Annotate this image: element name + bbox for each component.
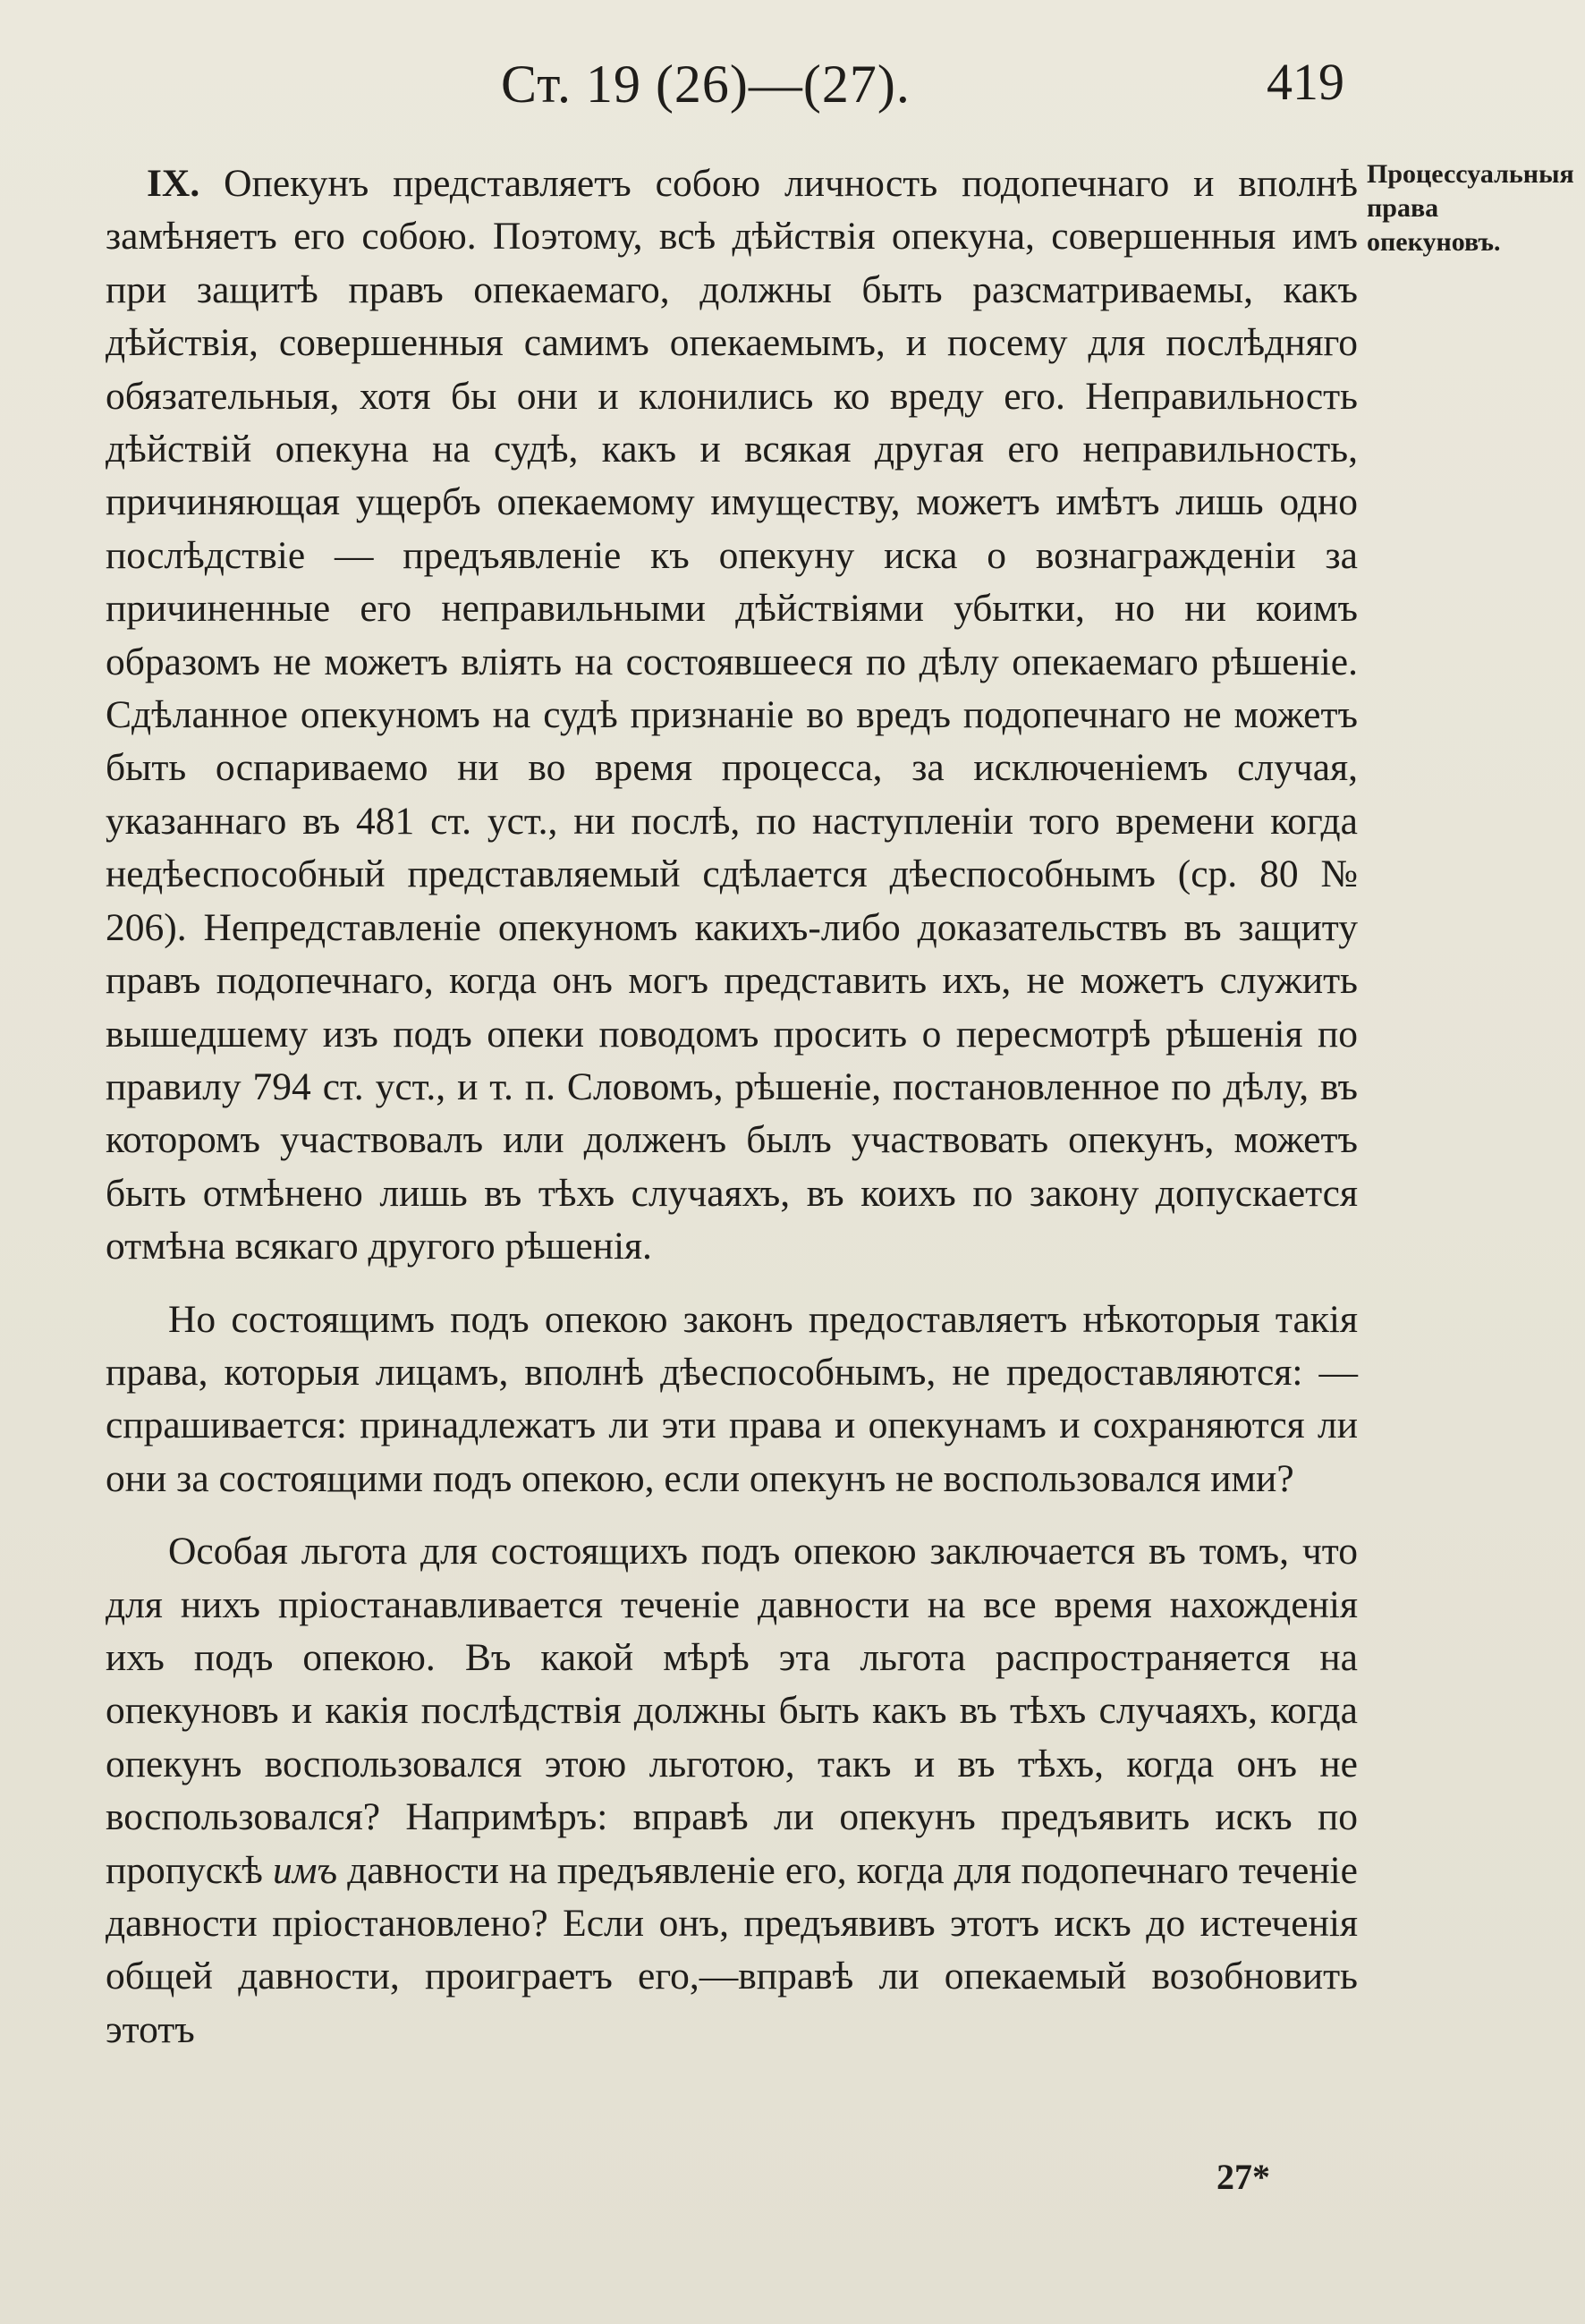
paragraph-1: [106, 157, 1358, 1274]
section-number: IX.: [147, 162, 200, 205]
paragraph-3-text-end: давности на предъявленіе его, когда для подопечнаго теченіе давности пріостановлено? Если онъ, предъявивъ этотъ искъ до истеченія общей давности, проиграетъ его,—вправѣ ли опекаемый возобновить этотъ: [106, 1848, 1358, 2051]
running-title: Ст. 19 (26)—(27).: [501, 55, 911, 114]
page-number: 419: [1267, 53, 1344, 111]
paragraph-3-text-start: Особая льгота для состоящихъ подъ опекою заключается въ томъ, что для нихъ пріостанавливается теченіе давности на все время нахожденія ихъ подъ опекою. Въ какой мѣрѣ эта льгота распространяется на опекуновъ и какія послѣдствія должны быть какъ въ тѣхъ случаяхъ, когда опекунъ воспользовался этою льготою, такъ и въ тѣхъ, когда онъ не воспользовался? Напримѣръ: вправѣ ли опекунъ предъявить искъ по пропускѣ: [106, 1530, 1358, 1892]
paragraph-2: Но состоящимъ подъ опекою законъ предоставляетъ нѣкоторыя такія права, которыя лицамъ, вполнѣ дѣеспособнымъ, не предоставляются: — спрашивается: принадлежатъ ли эти права и опекунамъ и сохраняются ли они за состоящими подъ опекою, если опекунъ не воспользовался ими?: [106, 1297, 1358, 1500]
body-text: [106, 157, 1358, 2076]
margin-note: Процессуальныя права опекуновъ.: [1367, 159, 1574, 257]
page-header: [0, 34, 1585, 132]
paragraph-3: [106, 1525, 1358, 2057]
paragraph-1-text: Опекунъ представляетъ собою личность подопечнаго и вполнѣ замѣняетъ его собою. Поэтому, всѣ дѣйствія опекуна, совершенныя имъ при защитѣ правъ опекаемаго, должны быть разсматриваемы, какъ дѣйствія, совершенныя самимъ опекаемымъ, и посему для послѣдняго обязательныя, хотя бы они и клонились ко вреду его. Неправильность дѣйствій опекуна на судѣ, какъ и всякая другая его неправильность, причиняющая ущербъ опекаемому имуществу, можетъ имѣтъ лишь одно послѣдствіе — предъявленіе къ опекуну иска о вознагражденіи за причиненные его неправильными дѣйствіями убытки, но ни коимъ образомъ не можетъ вліять на состоявшееся по дѣлу опекаемаго рѣшеніе. Сдѣланное опекуномъ на судѣ признаніе во вредъ подопечнаго не можетъ быть оспариваемо ни во время процесса, за исключеніемъ случая, указаннаго въ 481 ст. уст., ни послѣ, по наступленіи того времени когда недѣеспособный представляемый сдѣлается дѣеспособнымъ (ср. 80 № 206). Непредставленіе опекуномъ какихъ-либо доказательствъ въ защиту правъ подопечнаго, когда онъ могъ представить ихъ, не можетъ служить вышедшему изъ подъ опеки поводомъ просить о пересмотрѣ рѣшенія по правилу 794 ст. уст., и т. п. Словомъ, рѣшеніе, постановленное по дѣлу, въ которомъ участвовалъ или долженъ былъ участвовать опекунъ, можетъ быть отмѣнено лишь въ тѣхъ случаяхъ, въ коихъ по закону допускается отмѣна всякаго другого рѣшенія.: [106, 162, 1359, 1268]
signature-mark: 27*: [1216, 2157, 1270, 2197]
emphasis-word: имъ: [273, 1848, 338, 1892]
